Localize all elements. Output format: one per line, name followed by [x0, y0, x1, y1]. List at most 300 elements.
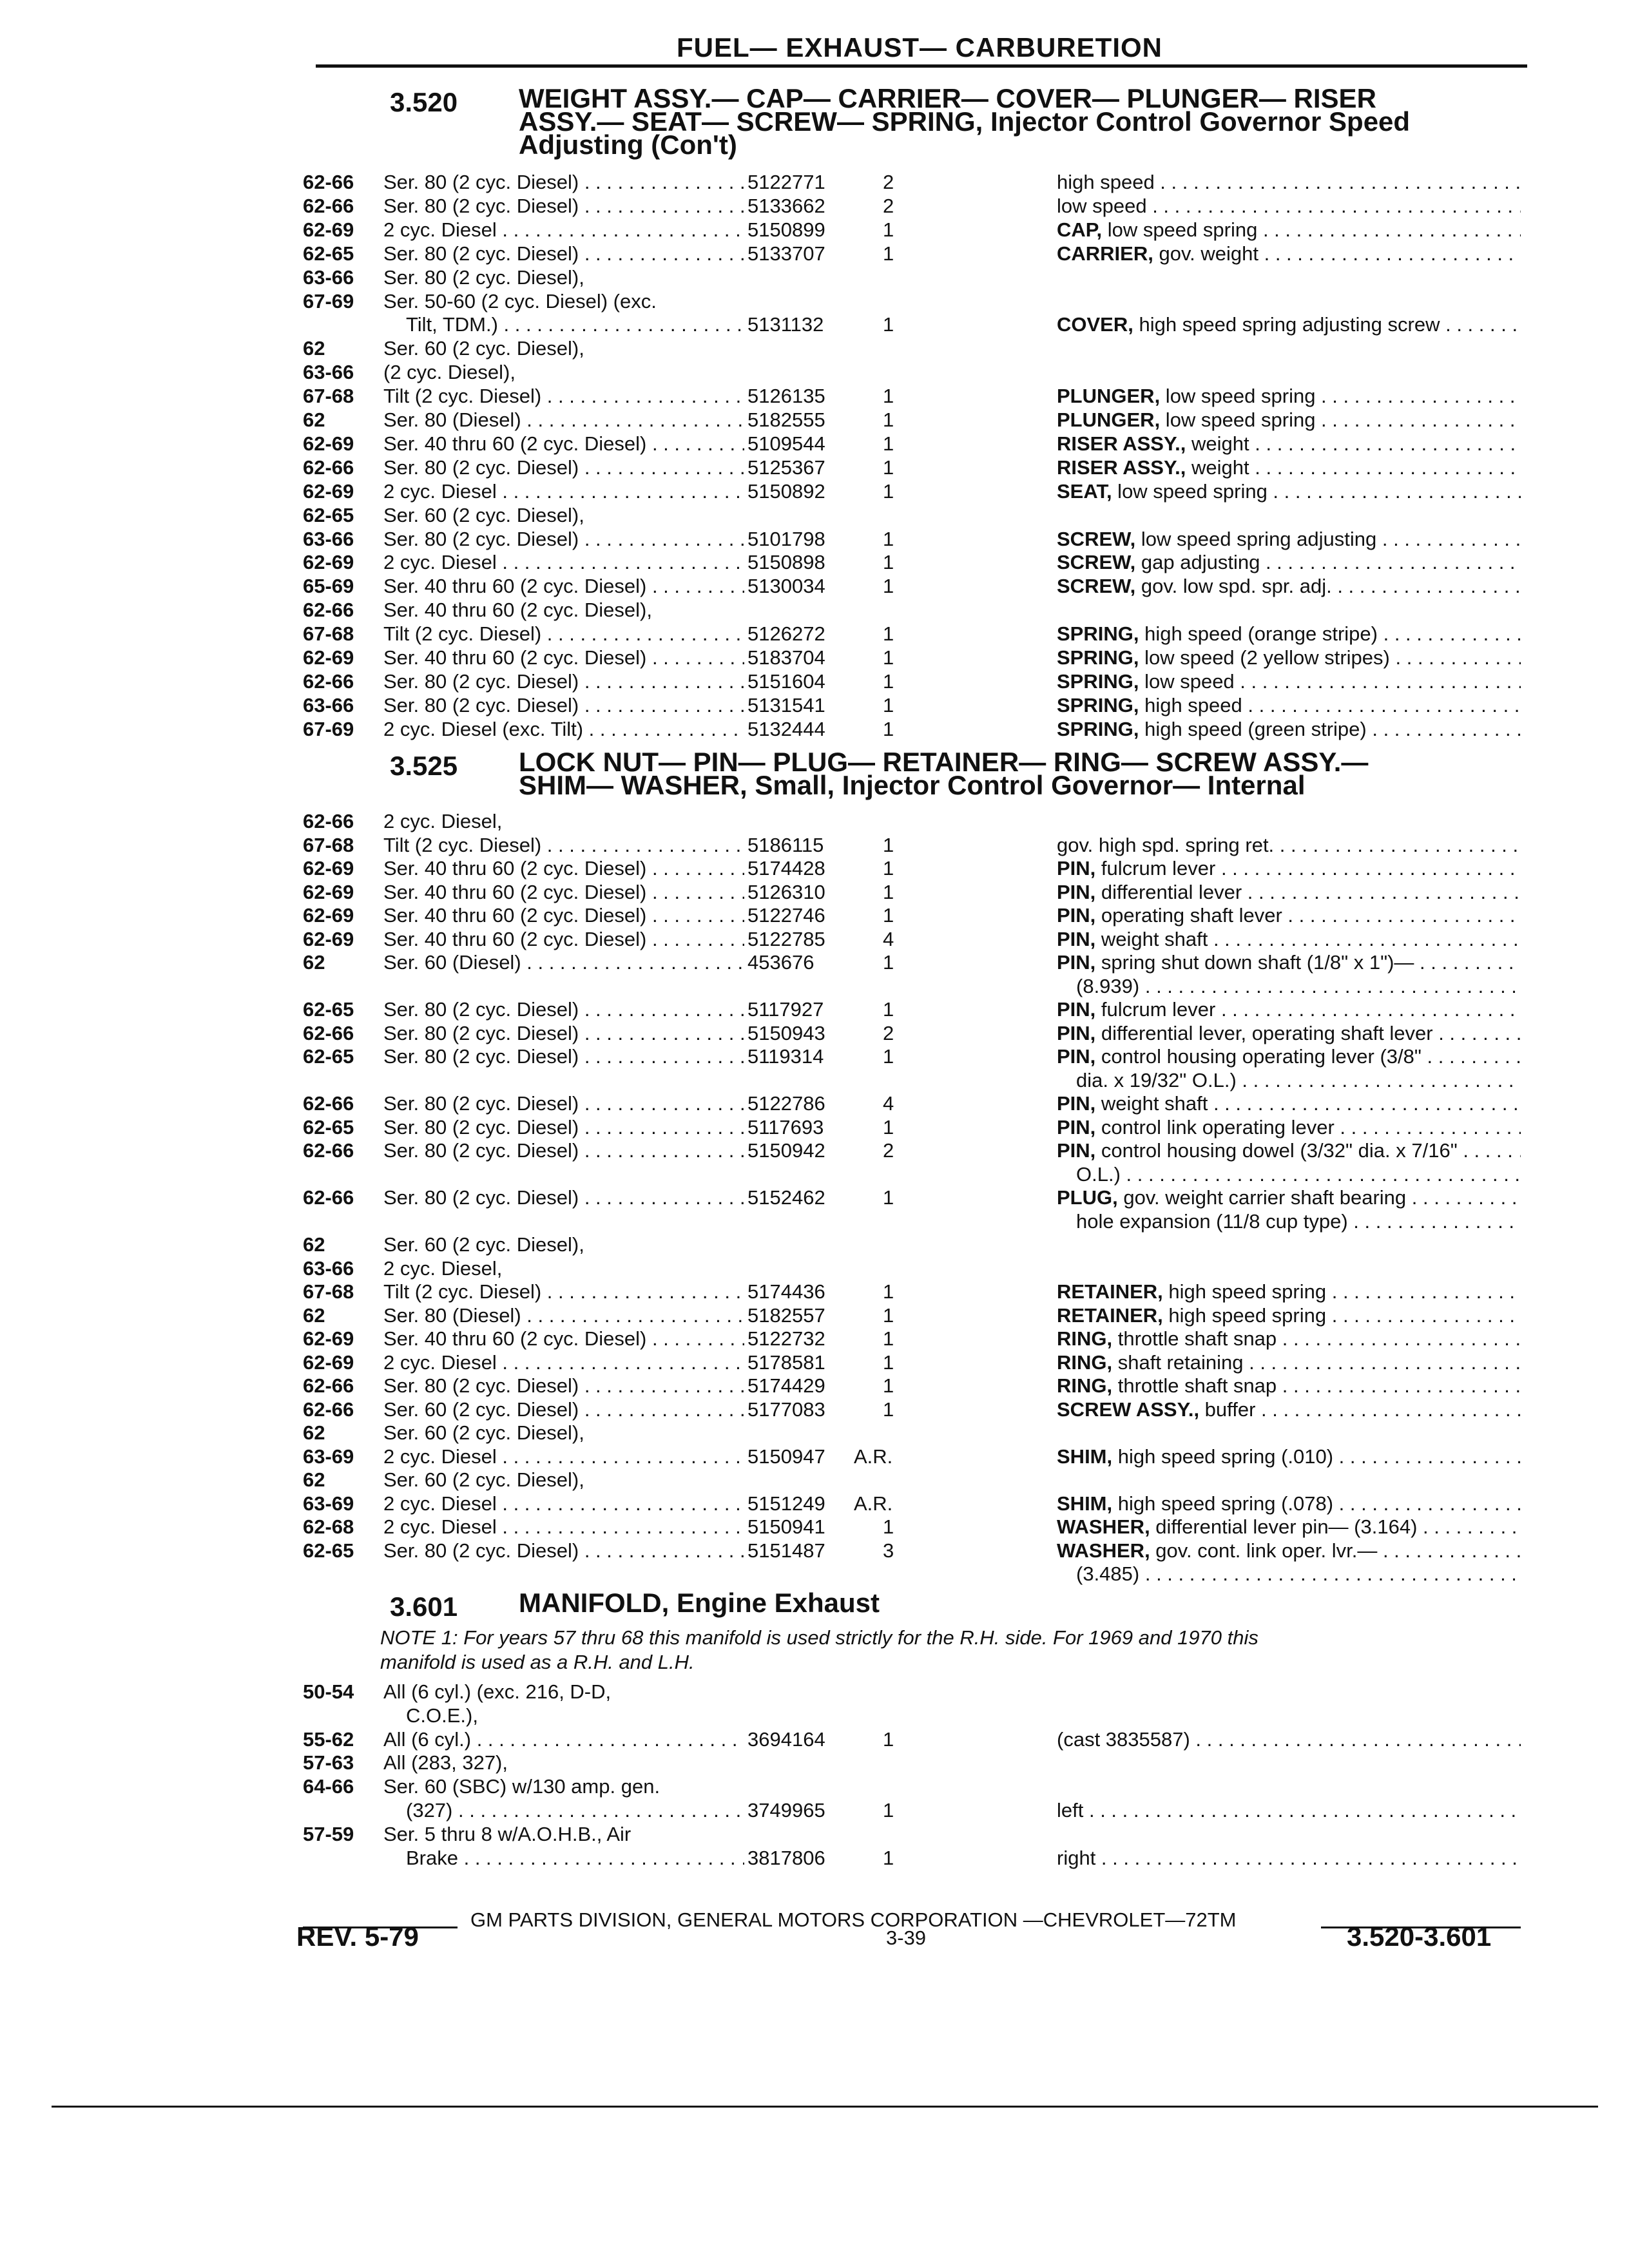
model-cell: Ser. 80 (2 cyc. Diesel) . . .	[383, 1022, 744, 1045]
parts-row	[303, 1421, 1527, 1445]
part-number-cell: 5126272	[747, 622, 825, 645]
years-cell: 63-69	[303, 1492, 354, 1515]
description-keyword: PLUG,	[1057, 1186, 1118, 1209]
years-cell: 62-69	[303, 551, 354, 573]
quantity-cell: 1	[883, 1304, 894, 1327]
description-cell	[1057, 857, 1521, 880]
years-cell: 65-69	[303, 575, 354, 597]
years-cell: 62-66	[303, 456, 354, 479]
page-number: 3-39	[886, 1927, 927, 1949]
description-text: (3.485)	[1076, 1562, 1140, 1585]
years-cell: 62	[303, 1468, 325, 1491]
model-cell: Ser. 40 thru 60 (2 cyc. Diesel) . . .	[383, 881, 744, 904]
description-keyword: SPRING,	[1057, 646, 1139, 669]
model-cell: Ser. 80 (2 cyc. Diesel) . . .	[383, 195, 744, 218]
description-keyword: RETAINER,	[1057, 1280, 1163, 1303]
section-title-line: WEIGHT ASSY.— CAP— CARRIER— COVER— PLUNGER— RISER	[519, 83, 1376, 113]
model-cell: Ser. 80 (2 cyc. Diesel) . . .	[383, 1186, 744, 1209]
description-text: differential lever, operating shaft lever	[1095, 1022, 1433, 1044]
model-cell: 2 cyc. Diesel,	[383, 810, 503, 832]
parts-row	[303, 599, 1527, 622]
parts-row	[303, 1233, 1527, 1257]
description-keyword: PIN,	[1057, 1045, 1096, 1068]
description-cell	[1076, 1562, 1521, 1586]
parts-row	[303, 171, 1527, 195]
parts-row	[303, 810, 1527, 834]
part-number-cell: 5174436	[747, 1280, 825, 1303]
years-cell: 62-65	[303, 504, 354, 526]
model-cell: Ser. 40 thru 60 (2 cyc. Diesel) . . .	[383, 928, 744, 951]
description-text: high speed	[1057, 171, 1155, 193]
part-number-cell: 5150898	[747, 551, 825, 573]
quantity-cell: 1	[883, 1351, 894, 1374]
years-cell: 62-69	[303, 218, 354, 241]
section-title-line: ASSY.— SEAT— SCREW— SPRING, Injector Control Governor Speed	[519, 106, 1411, 137]
years-cell: 62-69	[303, 881, 354, 903]
years-cell: 62-69	[303, 904, 354, 927]
part-number-cell: 5122785	[747, 928, 825, 950]
model-cell: 2 cyc. Diesel . . .	[383, 1515, 744, 1539]
model-cell: Ser. 40 thru 60 (2 cyc. Diesel) . . .	[383, 432, 744, 456]
years-cell: 63-66	[303, 1257, 354, 1280]
description-cell	[1076, 1069, 1521, 1092]
quantity-cell: 1	[883, 1398, 894, 1421]
description-cell	[1057, 622, 1521, 646]
model-cell: Ser. 80 (2 cyc. Diesel) . . .	[383, 998, 744, 1021]
quantity-cell: 4	[883, 1092, 894, 1115]
years-cell: 62-66	[303, 171, 354, 193]
quantity-cell: 2	[883, 1022, 894, 1044]
model-cell: Ser. 80 (2 cyc. Diesel) . . .	[383, 670, 744, 693]
quantity-cell: 2	[883, 195, 894, 217]
description-cell	[1057, 1351, 1521, 1374]
parts-row	[303, 408, 1527, 432]
parts-row	[303, 694, 1527, 718]
part-number-cell: 3694164	[747, 1728, 825, 1751]
part-number-cell: 5122746	[747, 904, 825, 927]
years-cell: 62-66	[303, 1022, 354, 1044]
parts-row	[303, 1823, 1527, 1847]
parts-row	[303, 1562, 1527, 1586]
description-text: low speed (2 yellow stripes)	[1139, 646, 1390, 669]
section-note	[380, 1626, 1443, 1675]
section-number: 3.525	[390, 751, 458, 781]
description-cell	[1057, 1045, 1521, 1068]
years-cell: 62-65	[303, 1116, 354, 1139]
description-cell	[1057, 718, 1521, 741]
description-keyword: CARRIER,	[1057, 242, 1153, 265]
quantity-cell: 1	[883, 857, 894, 879]
quantity-cell: A.R.	[854, 1492, 893, 1515]
quantity-cell: 1	[883, 480, 894, 503]
description-keyword: SCREW,	[1057, 528, 1136, 550]
parts-row	[303, 1327, 1527, 1351]
description-cell	[1057, 1515, 1521, 1539]
part-number-cell: 5101798	[747, 528, 825, 550]
description-cell	[1057, 1092, 1521, 1115]
model-cell: Ser. 60 (2 cyc. Diesel),	[383, 337, 584, 360]
parts-row	[303, 1304, 1527, 1328]
years-cell: 67-68	[303, 385, 354, 407]
description-cell	[1057, 928, 1521, 951]
years-cell: 62-69	[303, 480, 354, 503]
description-cell	[1057, 242, 1521, 265]
description-cell	[1057, 904, 1521, 927]
parts-row	[303, 337, 1527, 361]
description-keyword: COVER,	[1057, 313, 1133, 336]
description-text: shaft retaining	[1112, 1351, 1244, 1374]
description-cell	[1057, 834, 1521, 857]
section-title	[519, 1588, 1524, 1618]
description-keyword: PLUNGER,	[1057, 408, 1161, 431]
model-cell: All (283, 327),	[383, 1751, 508, 1774]
part-number-cell: 5178581	[747, 1351, 825, 1374]
years-cell: 62-65	[303, 1539, 354, 1562]
description-text: gov. high spd. spring ret.	[1057, 834, 1275, 856]
description-text: (cast 3835587)	[1057, 1728, 1190, 1751]
description-cell	[1057, 1374, 1521, 1398]
years-cell: 62-69	[303, 928, 354, 950]
description-text: differential lever	[1095, 881, 1242, 903]
bottom-scan-line	[52, 2106, 1598, 2108]
description-keyword: RISER ASSY.,	[1057, 432, 1186, 455]
quantity-cell: 1	[883, 1515, 894, 1538]
section-title-line: MANIFOLD, Engine Exhaust	[519, 1588, 880, 1618]
description-text: buffer	[1199, 1398, 1256, 1421]
model-cell: Ser. 40 thru 60 (2 cyc. Diesel) . . .	[383, 1327, 744, 1350]
parts-row	[303, 857, 1527, 881]
part-number-cell: 5186115	[747, 834, 824, 856]
quantity-cell: 1	[883, 670, 894, 693]
description-cell	[1057, 1327, 1521, 1350]
description-text: high speed spring adjusting screw	[1133, 313, 1440, 336]
quantity-cell: 1	[883, 1116, 894, 1139]
quantity-cell: 1	[883, 622, 894, 645]
model-cell: Ser. 80 (2 cyc. Diesel) . . .	[383, 1139, 744, 1162]
parts-row	[303, 1704, 1527, 1728]
description-cell	[1057, 998, 1521, 1021]
model-cell: 2 cyc. Diesel . . .	[383, 1351, 744, 1374]
model-cell: 2 cyc. Diesel . . .	[383, 1492, 744, 1515]
part-number-cell: 5182557	[747, 1304, 825, 1327]
part-number-cell: 5150899	[747, 218, 825, 241]
years-cell: 62-66	[303, 599, 354, 621]
part-number-cell: 453676	[747, 951, 815, 974]
model-cell: Ser. 60 (2 cyc. Diesel),	[383, 1233, 584, 1256]
description-cell	[1057, 1728, 1521, 1751]
description-keyword: SCREW,	[1057, 575, 1136, 597]
description-cell	[1057, 218, 1521, 242]
quantity-cell: 1	[883, 694, 894, 716]
part-number-cell: 3749965	[747, 1799, 825, 1821]
quantity-cell: 1	[883, 1327, 894, 1350]
model-cell: Ser. 50-60 (2 cyc. Diesel) (exc.	[383, 290, 657, 312]
quantity-cell: 1	[883, 385, 894, 407]
parts-row	[303, 456, 1527, 480]
part-number-cell: 5150943	[747, 1022, 825, 1044]
years-cell: 55-62	[303, 1728, 354, 1751]
description-text: low speed	[1139, 670, 1235, 693]
description-cell	[1057, 881, 1521, 904]
part-number-cell: 5151249	[747, 1492, 825, 1515]
model-cell: Ser. 40 thru 60 (2 cyc. Diesel) . . .	[383, 575, 744, 598]
model-cell: Ser. 40 thru 60 (2 cyc. Diesel) . . .	[383, 904, 744, 927]
years-cell: 57-59	[303, 1823, 354, 1845]
years-cell: 67-68	[303, 1280, 354, 1303]
parts-row	[303, 622, 1527, 646]
header-rule	[316, 64, 1527, 68]
parts-row	[303, 1847, 1527, 1870]
description-text: gap adjusting	[1135, 551, 1260, 573]
description-text: gov. weight carrier shaft bearing	[1117, 1186, 1407, 1209]
parts-row	[303, 834, 1527, 858]
description-text: high speed (green stripe)	[1139, 718, 1367, 740]
description-text: control housing dowel (3/32" dia. x 7/16"	[1095, 1139, 1458, 1162]
parts-row	[303, 1492, 1527, 1516]
description-text: high speed	[1139, 694, 1242, 716]
parts-row	[303, 928, 1527, 952]
description-cell	[1057, 646, 1521, 669]
model-cell: Tilt (2 cyc. Diesel) . . .	[383, 622, 744, 646]
description-cell	[1057, 951, 1521, 974]
description-keyword: PIN,	[1057, 928, 1096, 950]
parts-row	[303, 904, 1527, 928]
description-text: high speed (orange stripe)	[1139, 622, 1378, 645]
model-cell: 2 cyc. Diesel . . .	[383, 218, 744, 242]
years-cell: 62-66	[303, 195, 354, 217]
model-cell: Ser. 80 (2 cyc. Diesel) . . .	[383, 528, 744, 551]
part-number-cell: 5133707	[747, 242, 825, 265]
quantity-cell: 2	[883, 1139, 894, 1162]
description-keyword: SPRING,	[1057, 670, 1139, 693]
section-title-line: SHIM— WASHER, Small, Injector Control Governor— Internal	[519, 770, 1306, 800]
description-text: operating shaft lever	[1095, 904, 1282, 927]
note-line: NOTE 1: For years 57 thru 68 this manifold is used strictly for the R.H. side. For 1969 and 1970 this	[380, 1626, 1258, 1649]
parts-row	[303, 1210, 1527, 1234]
description-keyword: SCREW,	[1057, 551, 1136, 573]
years-cell: 62	[303, 951, 325, 974]
model-cell: (327) . . .	[406, 1799, 744, 1822]
description-keyword: PIN,	[1057, 881, 1096, 903]
parts-row	[303, 881, 1527, 905]
description-text: high speed spring (.010)	[1112, 1445, 1334, 1468]
model-cell: 2 cyc. Diesel . . .	[383, 551, 744, 574]
parts-row	[303, 1751, 1527, 1775]
years-cell: 67-68	[303, 834, 354, 856]
years-cell: 62-66	[303, 1398, 354, 1421]
quantity-cell: 1	[883, 1045, 894, 1068]
quantity-cell: 4	[883, 928, 894, 950]
description-keyword: SCREW ASSY.,	[1057, 1398, 1200, 1421]
model-cell: Ser. 80 (2 cyc. Diesel),	[383, 266, 584, 289]
description-text: high speed spring (.078)	[1112, 1492, 1334, 1515]
section-range: 3.520-3.601	[1347, 1921, 1492, 1952]
parts-row	[303, 1163, 1527, 1187]
parts-row	[303, 975, 1527, 999]
part-number-cell: 5117927	[747, 998, 824, 1021]
model-cell: Ser. 60 (2 cyc. Diesel),	[383, 1468, 584, 1491]
model-cell: 2 cyc. Diesel . . .	[383, 1445, 744, 1468]
part-number-cell: 5150942	[747, 1139, 825, 1162]
description-cell	[1057, 480, 1521, 503]
description-keyword: SEAT,	[1057, 480, 1112, 503]
description-keyword: RISER ASSY.,	[1057, 456, 1186, 479]
years-cell: 62-69	[303, 646, 354, 669]
description-cell	[1057, 1799, 1521, 1822]
model-cell: All (6 cyl.) (exc. 216, D-D,	[383, 1680, 612, 1703]
description-text: low speed spring	[1160, 385, 1316, 407]
description-cell	[1057, 1539, 1521, 1562]
part-number-cell: 5122786	[747, 1092, 825, 1115]
quantity-cell: 1	[883, 408, 894, 431]
model-cell: C.O.E.),	[406, 1704, 478, 1727]
quantity-cell: 1	[883, 242, 894, 265]
description-text: gov. weight	[1153, 242, 1258, 265]
parts-row	[303, 385, 1527, 408]
part-number-cell: 5152462	[747, 1186, 825, 1209]
description-keyword: PIN,	[1057, 998, 1096, 1021]
years-cell: 64-66	[303, 1775, 354, 1798]
part-number-cell: 5182555	[747, 408, 825, 431]
description-text: low speed spring	[1112, 480, 1268, 503]
part-number-cell: 5150947	[747, 1445, 825, 1468]
description-cell	[1057, 1492, 1521, 1515]
parts-row	[303, 313, 1527, 337]
footer-publisher: GM PARTS DIVISION, GENERAL MOTORS CORPORATION —CHEVROLET—72TM	[470, 1908, 1237, 1931]
parts-row	[303, 1351, 1527, 1375]
model-cell: Ser. 80 (2 cyc. Diesel) . . .	[383, 1374, 744, 1398]
description-cell	[1057, 575, 1521, 598]
description-text: dia. x 19/32" O.L.)	[1076, 1069, 1237, 1091]
model-cell: Tilt (2 cyc. Diesel) . . .	[383, 385, 744, 408]
quantity-cell: 1	[883, 646, 894, 669]
model-cell: Ser. 5 thru 8 w/A.O.H.B., Air	[383, 1823, 631, 1845]
description-cell	[1057, 1022, 1521, 1045]
description-cell	[1057, 1445, 1521, 1468]
part-number-cell: 5119314	[747, 1045, 824, 1068]
description-cell	[1057, 670, 1521, 693]
model-cell: Ser. 80 (2 cyc. Diesel) . . .	[383, 1045, 744, 1068]
model-cell: Ser. 40 thru 60 (2 cyc. Diesel) . . .	[383, 646, 744, 669]
description-text: spring shut down shaft (1/8" x 1")—	[1095, 951, 1414, 974]
description-text: hole expansion (11/8 cup type)	[1076, 1210, 1348, 1233]
model-cell: 2 cyc. Diesel (exc. Tilt) . . .	[383, 718, 744, 741]
part-number-cell: 5109544	[747, 432, 825, 455]
description-keyword: PIN,	[1057, 904, 1096, 927]
description-cell	[1076, 1210, 1521, 1233]
parts-row	[303, 670, 1527, 694]
model-cell: Tilt (2 cyc. Diesel) . . .	[383, 1280, 744, 1303]
quantity-cell: 1	[883, 218, 894, 241]
description-keyword: SHIM,	[1057, 1445, 1113, 1468]
years-cell: 67-69	[303, 290, 354, 312]
description-keyword: WASHER,	[1057, 1539, 1150, 1562]
parts-row	[303, 951, 1527, 975]
parts-row	[303, 480, 1527, 504]
model-cell: Ser. 40 thru 60 (2 cyc. Diesel) . . .	[383, 857, 744, 880]
parts-row	[303, 290, 1527, 314]
parts-row	[303, 1515, 1527, 1539]
years-cell: 62	[303, 1421, 325, 1444]
description-text: (8.939)	[1076, 975, 1140, 997]
page-header: FUEL— EXHAUST— CARBURETION	[677, 32, 1163, 62]
parts-row	[303, 1468, 1527, 1492]
description-keyword: RING,	[1057, 1374, 1113, 1397]
parts-row	[303, 1092, 1527, 1116]
quantity-cell: 1	[883, 575, 894, 597]
description-text: control housing operating lever (3/8"	[1095, 1045, 1422, 1068]
description-text: gov. cont. link oper. lvr.—	[1150, 1539, 1378, 1562]
section-title	[519, 83, 1524, 160]
quantity-cell: 1	[883, 834, 894, 856]
years-cell: 62-66	[303, 1139, 354, 1162]
part-number-cell: 5177083	[747, 1398, 825, 1421]
description-text: right	[1057, 1847, 1096, 1869]
years-cell: 62-69	[303, 432, 354, 455]
parts-row	[303, 242, 1527, 266]
parts-row	[303, 1728, 1527, 1752]
section-title-line: Adjusting (Con't)	[519, 130, 737, 160]
description-cell	[1076, 975, 1521, 998]
years-cell: 57-63	[303, 1751, 354, 1774]
years-cell: 67-69	[303, 718, 354, 740]
years-cell: 62-66	[303, 670, 354, 693]
years-cell: 62	[303, 408, 325, 431]
description-text: weight	[1186, 456, 1249, 479]
model-cell: 2 cyc. Diesel . . .	[383, 480, 744, 503]
description-keyword: WASHER,	[1057, 1515, 1150, 1538]
parts-row	[303, 998, 1527, 1022]
parts-row	[303, 1280, 1527, 1304]
description-keyword: RING,	[1057, 1327, 1113, 1350]
model-cell: Ser. 80 (2 cyc. Diesel) . . .	[383, 1539, 744, 1562]
parts-row	[303, 1069, 1527, 1093]
model-cell: Tilt (2 cyc. Diesel) . . .	[383, 834, 744, 857]
description-text: gov. low spd. spr. adj.	[1135, 575, 1332, 597]
part-number-cell: 5125367	[747, 456, 825, 479]
model-cell: All (6 cyl.) . . .	[383, 1728, 744, 1751]
quantity-cell: 1	[883, 1374, 894, 1397]
model-cell: Ser. 80 (Diesel) . . .	[383, 1304, 744, 1327]
years-cell: 62-66	[303, 1186, 354, 1209]
parts-row	[303, 1680, 1527, 1704]
model-cell: Ser. 60 (2 cyc. Diesel) . . .	[383, 1398, 744, 1421]
model-cell: Ser. 60 (2 cyc. Diesel),	[383, 1421, 584, 1444]
description-cell	[1057, 1398, 1521, 1421]
parts-row	[303, 1257, 1527, 1281]
parts-row	[303, 1445, 1527, 1469]
part-number-cell: 5150892	[747, 480, 825, 503]
description-keyword: PIN,	[1057, 1022, 1096, 1044]
parts-row	[303, 266, 1527, 290]
description-cell	[1057, 1139, 1521, 1162]
description-keyword: SPRING,	[1057, 718, 1139, 740]
description-keyword: PIN,	[1057, 1116, 1096, 1139]
years-cell: 62-65	[303, 1045, 354, 1068]
description-text: weight shaft	[1095, 928, 1208, 950]
parts-row	[303, 1045, 1527, 1069]
parts-row	[303, 718, 1527, 742]
quantity-cell: 1	[883, 456, 894, 479]
part-number-cell: 5183704	[747, 646, 825, 669]
parts-row	[303, 1799, 1527, 1823]
parts-row	[303, 1022, 1527, 1046]
quantity-cell: A.R.	[854, 1445, 893, 1468]
years-cell: 62-69	[303, 857, 354, 879]
part-number-cell: 5131132	[747, 313, 824, 336]
quantity-cell: 1	[883, 718, 894, 740]
part-number-cell: 5126135	[747, 385, 825, 407]
